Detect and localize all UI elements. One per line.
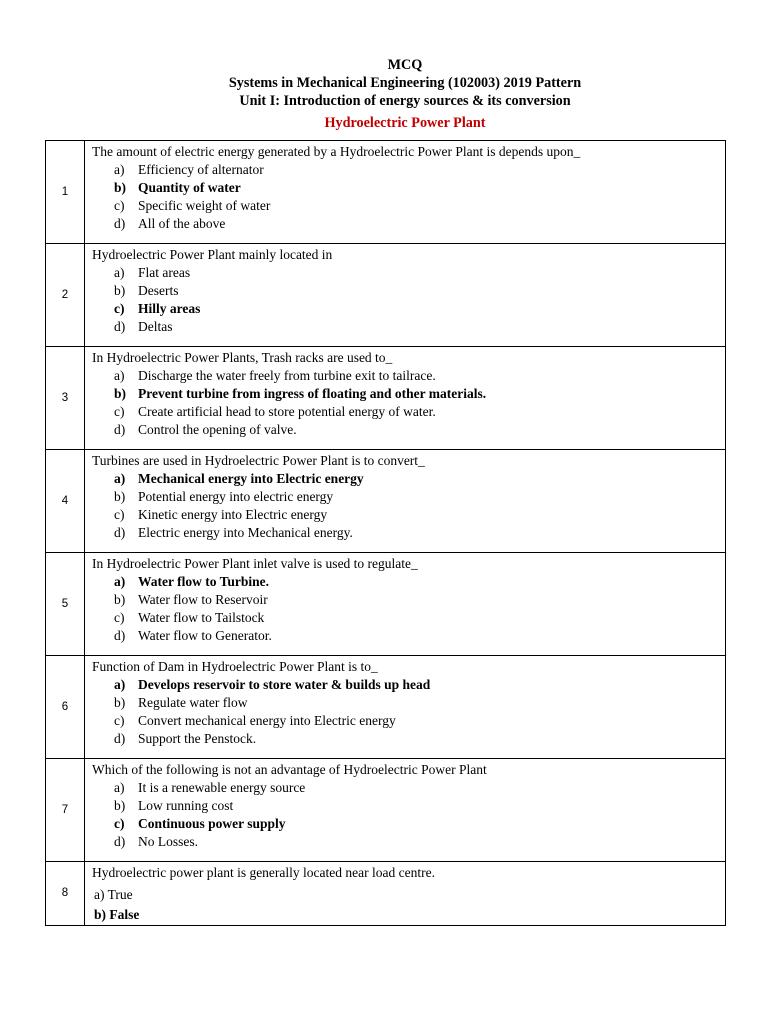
option-label: b)	[94, 906, 107, 922]
option-text: Mechanical energy into Electric energy	[138, 470, 364, 486]
answer-option	[114, 215, 719, 233]
answer-option	[114, 524, 719, 542]
option-text: Discharge the water freely from turbine exit to tailrace.	[138, 367, 436, 383]
option-label: b)	[114, 694, 126, 710]
questions-table	[45, 140, 726, 926]
option-text: Flat areas	[138, 264, 191, 280]
answer-option	[114, 730, 719, 748]
question-cell	[85, 656, 726, 759]
option-label: d)	[114, 421, 126, 437]
option-text: Specific weight of water	[138, 197, 271, 213]
option-label: b)	[114, 282, 126, 298]
option-text: Create artificial head to store potential energy of water.	[138, 403, 436, 419]
option-label: d)	[114, 730, 126, 746]
option-label: b)	[114, 385, 127, 401]
correct-option	[114, 815, 719, 833]
question-number: 1	[46, 141, 85, 244]
answer-option	[114, 161, 719, 179]
option-label: d)	[114, 833, 126, 849]
answer-option	[114, 627, 719, 645]
question-row	[46, 656, 726, 759]
question-number: 5	[46, 553, 85, 656]
option-label: a)	[114, 779, 125, 795]
answer-options	[92, 885, 719, 925]
option-text: Low running cost	[138, 797, 234, 813]
option-text: Regulate water flow	[138, 694, 248, 710]
answer-option	[114, 282, 719, 300]
question-row	[46, 450, 726, 553]
answer-options	[92, 264, 719, 336]
option-text: Control the opening of valve.	[138, 421, 297, 437]
option-text: Water flow to Generator.	[138, 627, 272, 643]
question-number: 3	[46, 347, 85, 450]
option-text: Water flow to Tailstock	[138, 609, 265, 625]
question-text: In Hydroelectric Power Plant inlet valve is used to regulate_	[92, 556, 418, 571]
question-number: 8	[46, 862, 85, 926]
question-text: In Hydroelectric Power Plants, Trash racks are used to_	[92, 350, 393, 365]
answer-options	[92, 367, 719, 439]
answer-option	[114, 318, 719, 336]
option-label: c)	[114, 300, 125, 316]
correct-option	[114, 300, 719, 318]
course-title: Systems in Mechanical Engineering (102003) 2019 Pattern	[228, 75, 582, 91]
correct-option	[114, 573, 719, 591]
answer-option	[114, 197, 719, 215]
question-row	[46, 553, 726, 656]
answer-option	[114, 421, 719, 439]
option-label: d)	[114, 524, 126, 540]
option-label: b)	[114, 179, 127, 195]
option-label: a)	[114, 264, 125, 280]
option-text: Water flow to Turbine.	[138, 573, 270, 589]
option-text: Kinetic energy into Electric energy	[138, 506, 328, 522]
option-label: a)	[114, 367, 125, 383]
answer-option	[114, 712, 719, 730]
question-number: 4	[46, 450, 85, 553]
option-text: Continuous power supply	[138, 815, 286, 831]
answer-option	[94, 885, 719, 905]
answer-option	[114, 264, 719, 282]
question-cell	[85, 862, 726, 926]
document-header	[0, 56, 768, 132]
option-text: All of the above	[138, 215, 226, 231]
option-text: Efficiency of alternator	[138, 161, 264, 177]
option-text: Water flow to Reservoir	[138, 591, 268, 607]
answer-option	[114, 797, 719, 815]
option-label: c)	[114, 506, 125, 522]
answer-option	[114, 694, 719, 712]
option-label: a)	[114, 676, 126, 692]
answer-option	[114, 833, 719, 851]
option-text: Convert mechanical energy into Electric energy	[138, 712, 396, 728]
option-label: c)	[114, 712, 125, 728]
option-label: a)	[94, 886, 105, 902]
option-label: c)	[114, 197, 125, 213]
option-text: It is a renewable energy source	[138, 779, 306, 795]
option-text: True	[107, 886, 133, 902]
unit-title: Unit I: Introduction of energy sources & its conversion	[239, 93, 571, 109]
question-cell	[85, 244, 726, 347]
doc-type-heading: MCQ	[387, 57, 423, 73]
question-number: 7	[46, 759, 85, 862]
question-cell	[85, 553, 726, 656]
question-text: Function of Dam in Hydroelectric Power Plant is to_	[92, 659, 378, 674]
option-text: No Losses.	[138, 833, 198, 849]
question-row	[46, 347, 726, 450]
question-cell	[85, 450, 726, 553]
answer-option	[114, 403, 719, 421]
question-text: The amount of electric energy generated by a Hydroelectric Power Plant is depends upon_	[92, 144, 581, 159]
question-row	[46, 141, 726, 244]
answer-option	[114, 591, 719, 609]
option-text: Support the Penstock.	[138, 730, 257, 746]
option-text: Develops reservoir to store water & builds up head	[138, 676, 431, 692]
option-text: Deltas	[138, 318, 173, 334]
question-cell	[85, 759, 726, 862]
answer-option	[114, 367, 719, 385]
correct-option	[94, 905, 719, 925]
option-label: c)	[114, 815, 125, 831]
question-cell	[85, 347, 726, 450]
answer-options	[92, 676, 719, 748]
question-number: 2	[46, 244, 85, 347]
option-label: d)	[114, 627, 126, 643]
question-cell	[85, 141, 726, 244]
answer-option	[114, 779, 719, 797]
option-text: False	[109, 906, 140, 922]
correct-option	[114, 676, 719, 694]
answer-options	[92, 573, 719, 645]
question-text: Hydroelectric power plant is generally located near load centre.	[92, 865, 435, 880]
question-row	[46, 759, 726, 862]
option-label: b)	[114, 591, 126, 607]
option-label: c)	[114, 403, 125, 419]
question-number: 6	[46, 656, 85, 759]
question-row	[46, 862, 726, 926]
option-label: d)	[114, 318, 126, 334]
option-label: b)	[114, 797, 126, 813]
option-text: Quantity of water	[138, 179, 241, 195]
answer-options	[92, 779, 719, 851]
question-text: Which of the following is not an advantage of Hydroelectric Power Plant	[92, 762, 487, 777]
option-label: a)	[114, 573, 126, 589]
answer-options	[92, 161, 719, 233]
option-text: Prevent turbine from ingress of floating and other materials.	[138, 385, 487, 401]
question-text: Turbines are used in Hydroelectric Power Plant is to convert_	[92, 453, 425, 468]
option-label: c)	[114, 609, 125, 625]
question-row	[46, 244, 726, 347]
option-text: Electric energy into Mechanical energy.	[138, 524, 353, 540]
option-text: Potential energy into electric energy	[138, 488, 334, 504]
answer-options	[92, 470, 719, 542]
question-text: Hydroelectric Power Plant mainly located in	[92, 247, 333, 262]
answer-option	[114, 488, 719, 506]
answer-option	[114, 609, 719, 627]
option-text: Hilly areas	[138, 300, 201, 316]
answer-option	[114, 506, 719, 524]
option-label: a)	[114, 161, 125, 177]
correct-option	[114, 385, 719, 403]
option-text: Deserts	[138, 282, 179, 298]
correct-option	[114, 179, 719, 197]
correct-option	[114, 470, 719, 488]
option-label: b)	[114, 488, 126, 504]
option-label: a)	[114, 470, 126, 486]
option-label: d)	[114, 215, 126, 231]
section-title: Hydroelectric Power Plant	[324, 115, 486, 131]
